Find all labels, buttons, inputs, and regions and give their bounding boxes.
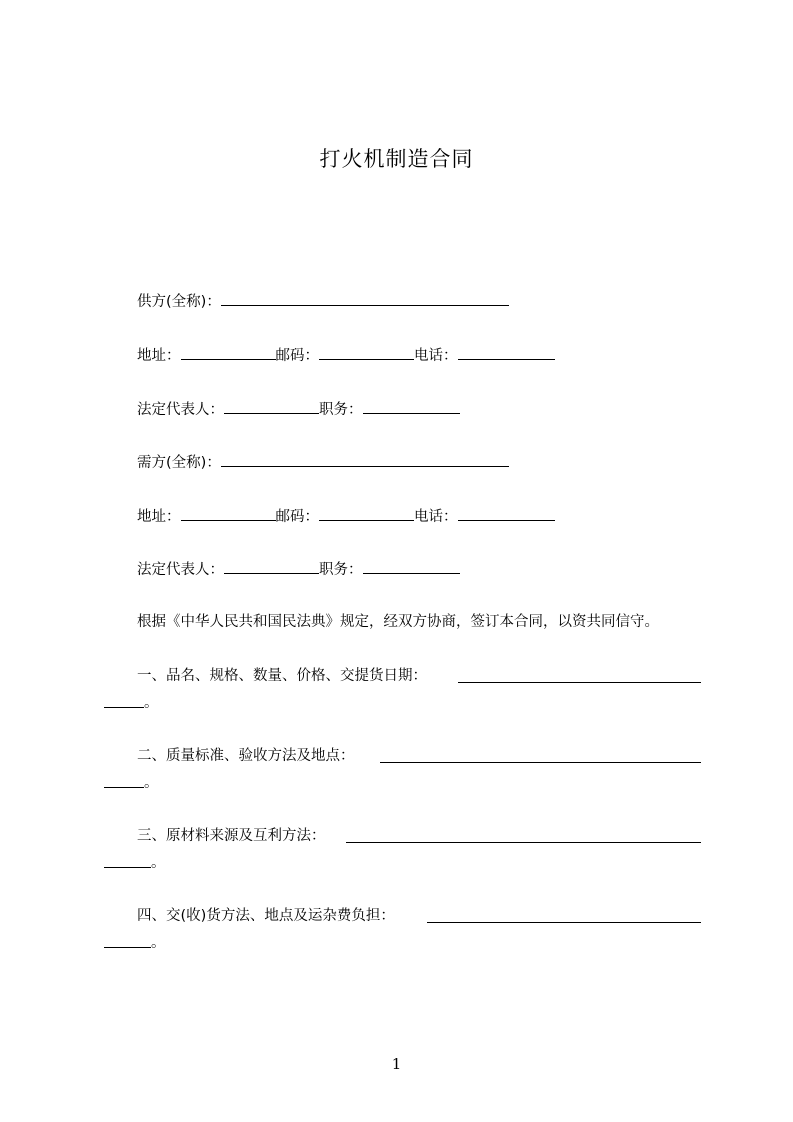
clause-2-blank-cont[interactable] — [104, 773, 144, 788]
clause-3-line — [137, 826, 326, 846]
buyer-postcode-label: 邮码： — [275, 509, 319, 525]
supplier-name-blank[interactable] — [221, 291, 509, 306]
supplier-name-line — [137, 291, 509, 312]
supplier-phone-blank[interactable] — [458, 345, 555, 360]
buyer-name-line — [137, 452, 509, 473]
supplier-position-label: 职务： — [319, 402, 363, 418]
supplier-rep-blank[interactable] — [224, 399, 319, 414]
clause-3-end: 。 — [151, 855, 166, 871]
clause-1-label: 一、品名、规格、数量、价格、交提货日期： — [137, 668, 427, 684]
clause-1-blank-cont[interactable] — [104, 693, 144, 708]
clause-1-line — [137, 666, 427, 686]
clause-3-blank[interactable] — [346, 828, 701, 843]
clause-1-blank[interactable] — [458, 668, 701, 683]
buyer-name-label: 需方(全称)： — [137, 455, 221, 471]
supplier-name-label: 供方(全称)： — [137, 294, 221, 310]
supplier-contact-line — [137, 345, 555, 366]
buyer-name-blank[interactable] — [221, 452, 509, 467]
clause-4-blank[interactable] — [427, 908, 701, 923]
buyer-phone-label: 电话： — [414, 509, 458, 525]
supplier-address-blank[interactable] — [181, 345, 276, 360]
clause-2-line — [137, 746, 355, 766]
buyer-rep-label: 法定代表人： — [137, 562, 224, 578]
supplier-rep-label: 法定代表人： — [137, 402, 224, 418]
buyer-rep-blank[interactable] — [224, 559, 319, 574]
buyer-address-blank[interactable] — [181, 506, 276, 521]
page-number: 1 — [391, 1055, 402, 1073]
document-title: 打火机制造合同 — [319, 147, 474, 171]
supplier-position-blank[interactable] — [363, 399, 460, 414]
preamble: 根据《中华人民共和国民法典》规定，经双方协商，签订本合同，以资共同信守。 — [137, 614, 659, 630]
supplier-postcode-blank[interactable] — [319, 345, 414, 360]
buyer-position-label: 职务： — [319, 562, 363, 578]
clause-4-label: 四、交(收)货方法、地点及运杂费负担： — [137, 908, 395, 924]
buyer-phone-blank[interactable] — [458, 506, 555, 521]
clause-3-label: 三、原材料来源及互利方法： — [137, 828, 326, 844]
supplier-phone-label: 电话： — [414, 348, 458, 364]
clause-1-end: 。 — [144, 695, 159, 711]
clause-4-line — [137, 906, 395, 926]
clause-2-label: 二、质量标准、验收方法及地点： — [137, 748, 355, 764]
buyer-position-blank[interactable] — [363, 559, 460, 574]
clause-4-end: 。 — [151, 935, 166, 951]
buyer-address-label: 地址： — [137, 509, 181, 525]
supplier-rep-line — [137, 399, 460, 420]
buyer-rep-line — [137, 559, 460, 580]
clause-2-end: 。 — [144, 775, 159, 791]
buyer-contact-line — [137, 506, 555, 527]
clause-2-blank[interactable] — [380, 748, 701, 763]
supplier-postcode-label: 邮码： — [275, 348, 319, 364]
clause-4-blank-cont[interactable] — [104, 933, 151, 948]
clause-3-blank-cont[interactable] — [104, 853, 151, 868]
buyer-postcode-blank[interactable] — [319, 506, 414, 521]
supplier-address-label: 地址： — [137, 348, 181, 364]
